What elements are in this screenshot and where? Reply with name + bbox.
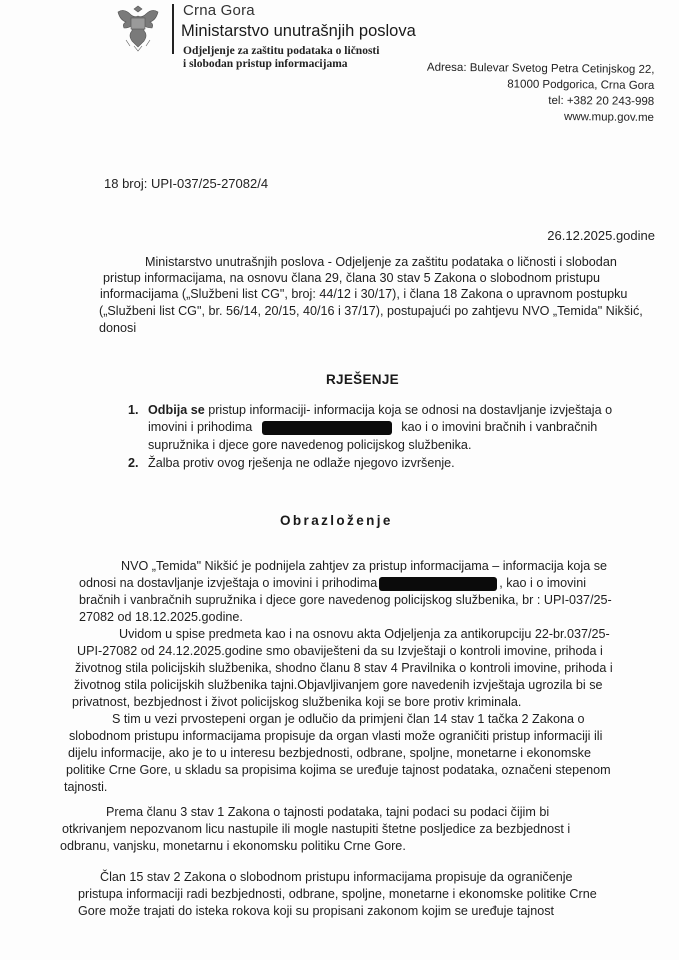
- intro-line: donosi: [99, 321, 137, 335]
- line-text: , kao i o imovini: [499, 576, 587, 590]
- reasoning-line: S tim u vezi prvostepeni organ je odlučio da primjeni član 14 stav 1 tačka 2 Zakona o: [112, 712, 585, 726]
- intro-line: pristup informacijama, na osnovu člana 29, člana 30 stav 5 Zakona o slobodnom pristupu: [103, 271, 601, 285]
- reasoning-line: bračnih i vanbračnih supružnika i djece gore navedenog policijskog službenika, br : UPI-037/25-: [79, 593, 612, 607]
- reasoning-line: [79, 576, 586, 591]
- reasoning-line: Član 15 stav 2 Zakona o slobodnom pristupu informacijama propisuje da ograničenje: [100, 870, 573, 884]
- reasoning-line: otkrivanjem nepozvanom licu nastupile ili mogle nastupiti štetne posljedice za bezbjednost i: [62, 822, 571, 836]
- decision-item-1: [128, 403, 612, 417]
- reference-number: 18 broj: UPI-037/25-27082/4: [104, 176, 269, 191]
- reasoning-line: životnog stila policijskih službenika tajni.Objavljivanjem gore navedenih izvještaja ugrozila bi se: [74, 678, 603, 692]
- item-bold-lead: Odbija se: [148, 403, 205, 417]
- address-website: www.mup.gov.me: [564, 111, 655, 124]
- reasoning-title: Obrazloženje: [280, 513, 393, 528]
- coat-of-arms-icon: [112, 2, 164, 54]
- reasoning-line: privatnost, bezbjednost i život policijskog službenika koji se bore protiv kriminala.: [72, 695, 522, 709]
- intro-line: Ministarstvo unutrašnjih poslova - Odjeljenje za zaštitu podataka o ličnosti i slobodan: [145, 255, 617, 269]
- address-city: 81000 Podgorica, Crna Gora: [507, 78, 655, 92]
- reasoning-line: Uvidom u spise predmeta kao i na osnovu akta Odjeljenja za antikorupciju 22-br.037/25-: [119, 627, 610, 641]
- country-name: Crna Gora: [183, 2, 255, 19]
- department-line-2: i slobodan pristup informacijama: [183, 58, 348, 70]
- decision-item-1-line-3: supružnika i djece gore navedenog policijskog službenika.: [148, 438, 472, 452]
- reasoning-line: odbranu, vanjsku, monetarnu i ekonomsku politiku Crne Gore.: [60, 839, 406, 853]
- intro-line: informacijama („Službeni list CG", broj: 44/12 i 30/17), i člana 18 Zakona o upravnom postupku: [100, 287, 628, 301]
- document-date: 26.12.2025.godine: [547, 228, 655, 243]
- reasoning-line: tajnosti.: [64, 780, 108, 794]
- item-text: imovini i prihodima: [148, 420, 253, 434]
- reasoning-line: pristupa informaciji radi bezbjednosti, odbrane, spoljne, monetarne i ekonomske politike Crne: [78, 887, 597, 901]
- decision-item-1-line-2: [148, 420, 597, 435]
- reasoning-line: politike Crne Gore, u skladu sa propisima kojima se uređuje tajnost podataka, označeni stepenom: [66, 763, 611, 777]
- address-phone: tel: +382 20 243-998: [548, 94, 655, 108]
- line-text: odnosi na dostavljanje izvještaja o imovini i prihodima: [79, 576, 378, 590]
- letterhead-divider: [172, 4, 174, 54]
- address-block: [427, 60, 655, 126]
- address-street: Adresa: Bulevar Svetog Petra Cetinjskog 22,: [427, 61, 655, 76]
- item-text: kao i o imovini bračnih i vanbračnih: [401, 420, 598, 434]
- decision-title: RJEŠENJE: [326, 372, 399, 387]
- redacted-name: [262, 421, 392, 435]
- ministry-name: Ministarstvo unutrašnjih poslova: [181, 22, 416, 40]
- reasoning-line: Prema članu 3 stav 1 Zakona o tajnosti podataka, tajni podaci su podaci čijim bi: [106, 805, 550, 819]
- department-name: [183, 45, 379, 71]
- reasoning-line: životnog stila policijskih službenika, shodno članu 8 stav 4 Pravilnika o kontroli imovine, prihoda i: [75, 661, 613, 675]
- item-text: pristup informaciji- informacija koja se odnosi na dostavljanje izvještaja o: [204, 403, 613, 417]
- item-text: Žalba protiv ovog rješenja ne odlaže njegovo izvršenje.: [148, 456, 455, 470]
- redacted-name: [379, 577, 497, 591]
- item-number: 2.: [128, 456, 139, 470]
- reasoning-line: dijelu informacije, ako je to u interesu bezbjednosti, odbrane, spoljne, monetarne i ekonomske: [68, 746, 591, 760]
- decision-item-2: [128, 456, 455, 470]
- reasoning-line: NVO „Temida" Nikšić je podnijela zahtjev za pristup informacijama – informacija koja se: [121, 559, 608, 573]
- department-line-1: Odjeljenje za zaštitu podataka o ličnosti: [183, 45, 380, 57]
- item-number: 1.: [128, 403, 139, 417]
- reasoning-line: Gore može trajati do isteka rokova koji su propisani zakonom kojim se uređuje tajnost: [78, 904, 554, 918]
- reasoning-line: UPI-27082 od 24.12.2025.godine smo obaviješteni da su Izvještaji o kontroli imovine, prihoda i: [77, 644, 603, 658]
- reasoning-line: 27082 od 18.12.2025.godine.: [79, 610, 243, 624]
- intro-line: („Službeni list CG", br. 56/14, 20/15, 40/16 i 37/17), postupajući po zahtjevu NVO „Temida" Nikšić,: [99, 304, 643, 318]
- reasoning-line: slobodnom pristupu informacijama propisuje da organ vlasti može ograničiti pristup informaciji ili: [69, 729, 603, 743]
